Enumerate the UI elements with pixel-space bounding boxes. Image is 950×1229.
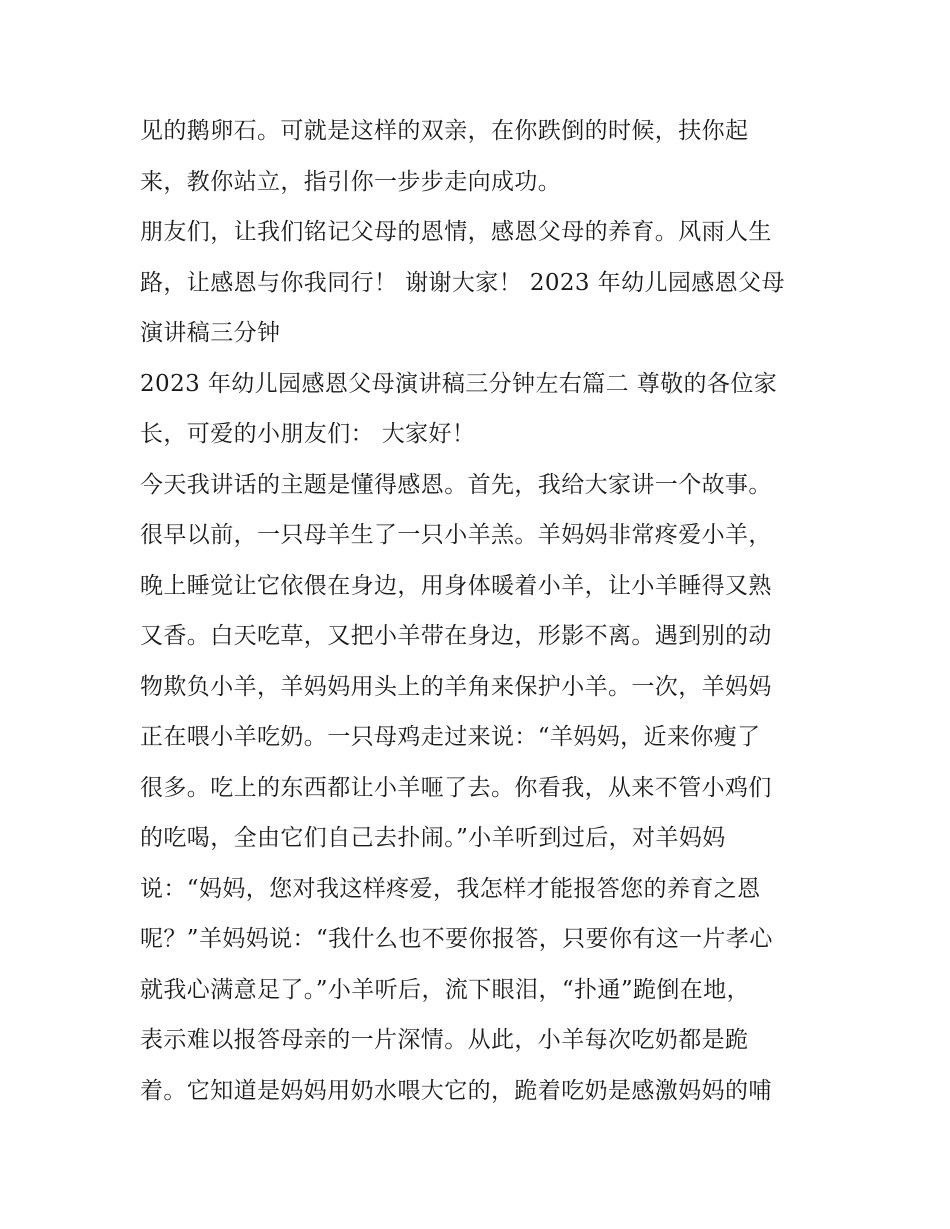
document-body xyxy=(140,106,820,1116)
text-line: 就我心满意足了。”小羊听后，流下眼泪，“扑通”跪倒在地， xyxy=(140,976,750,1003)
text-line: 朋友们，让我们铭记父母的恩情，感恩父母的养育。风雨人生 xyxy=(140,219,772,245)
text-line: 又香。白天吃草，又把小羊带在身边，形影不离。遇到别的动 xyxy=(140,623,772,649)
text-line: 来，教你站立，指引你一步步走向成功。 xyxy=(140,168,562,195)
text-line: 演讲稿三分钟 xyxy=(140,320,281,346)
text-line: 晚上睡觉让它依偎在身边，用身体暖着小羊，让小羊睡得又熟 xyxy=(140,572,772,599)
text-line: 物欺负小羊，羊妈妈用头上的羊角来保护小羊。一次，羊妈妈 xyxy=(140,673,772,700)
text-line: 很早以前，一只母羊生了一只小羊羔。羊妈妈非常疼爱小羊， xyxy=(140,522,772,548)
text-line: 呢？”羊妈妈说：“我什么也不要你报答，只要你有这一片孝心 xyxy=(140,926,773,952)
text-line: 很多。吃上的东西都让小羊咂了去。你看我，从来不管小鸡们 xyxy=(140,774,772,801)
text-line: 长，可爱的小朋友们： 大家好！ xyxy=(140,421,476,447)
text-line: 见的鹅卵石。可就是这样的双亲，在你跌倒的时候，扶你起 xyxy=(140,118,749,144)
text-line: 着。它知道是妈妈用奶水喂大它的，跪着吃奶是感激妈妈的哺 xyxy=(140,1077,772,1104)
text-line: 说：“妈妈，您对我这样疼爱，我怎样才能报答您的养育之恩 xyxy=(140,875,761,902)
text-line: 今天我讲话的主题是懂得感恩。首先，我给大家讲一个故事。 xyxy=(140,471,772,498)
text-line: 表示难以报答母亲的一片深情。从此，小羊每次吃奶都是跪 xyxy=(140,1027,749,1053)
text-line: 路，让感恩与你我同行！ 谢谢大家！ 2023 年幼儿园感恩父母 xyxy=(140,269,785,296)
text-line: 2023 年幼儿园感恩父母演讲稿三分钟左右篇二 尊敬的各位家 xyxy=(140,370,778,397)
text-line: 正在喂小羊吃奶。一只母鸡走过来说：“羊妈妈，近来你瘦了 xyxy=(140,724,761,750)
text-line: 的吃喝，全由它们自己去扑闹。”小羊听到过后，对羊妈妈 xyxy=(140,825,726,851)
